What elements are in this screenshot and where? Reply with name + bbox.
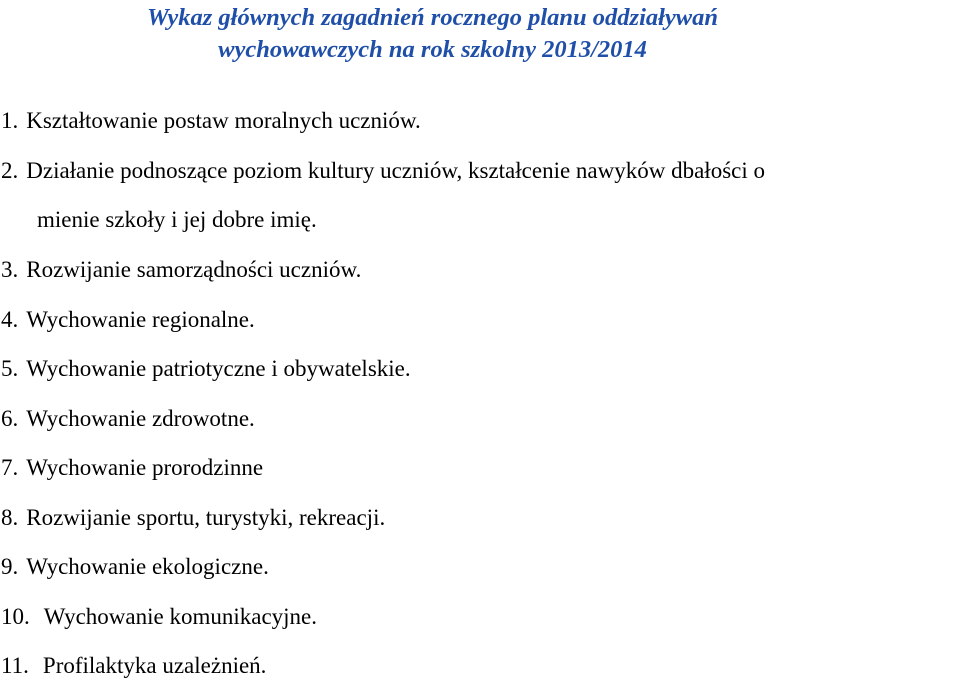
item-text: Wychowanie ekologiczne. [26, 554, 269, 579]
item-text: Kształtowanie postaw moralnych uczniów. [26, 108, 421, 133]
title-line-1: Wykaz głównych zagadnień rocznego planu oddziaływań [146, 4, 719, 31]
item-number: 8. [1, 505, 19, 530]
list-item-continuation [37, 207, 317, 233]
title-line-2: wychowawczych na rok szkolny 2013/2014 [218, 36, 647, 63]
item-number: 9. [1, 554, 19, 579]
item-text: Profilaktyka uzależnień. [42, 653, 267, 678]
item-text: Wychowanie zdrowotne. [26, 406, 255, 431]
item-text: Wychowanie regionalne. [26, 307, 255, 332]
item-number: 4. [1, 307, 19, 332]
item-number: 1. [1, 108, 19, 133]
list-item [1, 604, 317, 630]
item-text: Działanie podnoszące poziom kultury uczniów, kształcenie nawyków dbałości o [26, 158, 765, 183]
list-item [1, 653, 266, 679]
item-number: 3. [1, 257, 19, 282]
list-item [1, 455, 263, 481]
item-text: Wychowanie patriotyczne i obywatelskie. [26, 356, 411, 381]
item-number: 5. [1, 356, 19, 381]
list-item [1, 554, 269, 580]
list-item [1, 158, 765, 184]
item-number: 11. [1, 653, 29, 678]
list-item [1, 307, 255, 333]
item-text: mienie szkoły i jej dobre imię. [37, 207, 317, 232]
list-item [1, 356, 411, 382]
item-number: 7. [1, 455, 19, 480]
list-item [1, 505, 385, 531]
item-text: Rozwijanie samorządności uczniów. [26, 257, 362, 282]
item-text: Wychowanie komunikacyjne. [43, 604, 317, 629]
item-number: 2. [1, 158, 19, 183]
list-item [1, 108, 421, 134]
list-item [1, 406, 255, 432]
item-text: Wychowanie prorodzinne [26, 455, 264, 480]
item-number: 10. [1, 604, 30, 629]
item-number: 6. [1, 406, 19, 431]
item-text: Rozwijanie sportu, turystyki, rekreacji. [26, 505, 386, 530]
list-item [1, 257, 361, 283]
